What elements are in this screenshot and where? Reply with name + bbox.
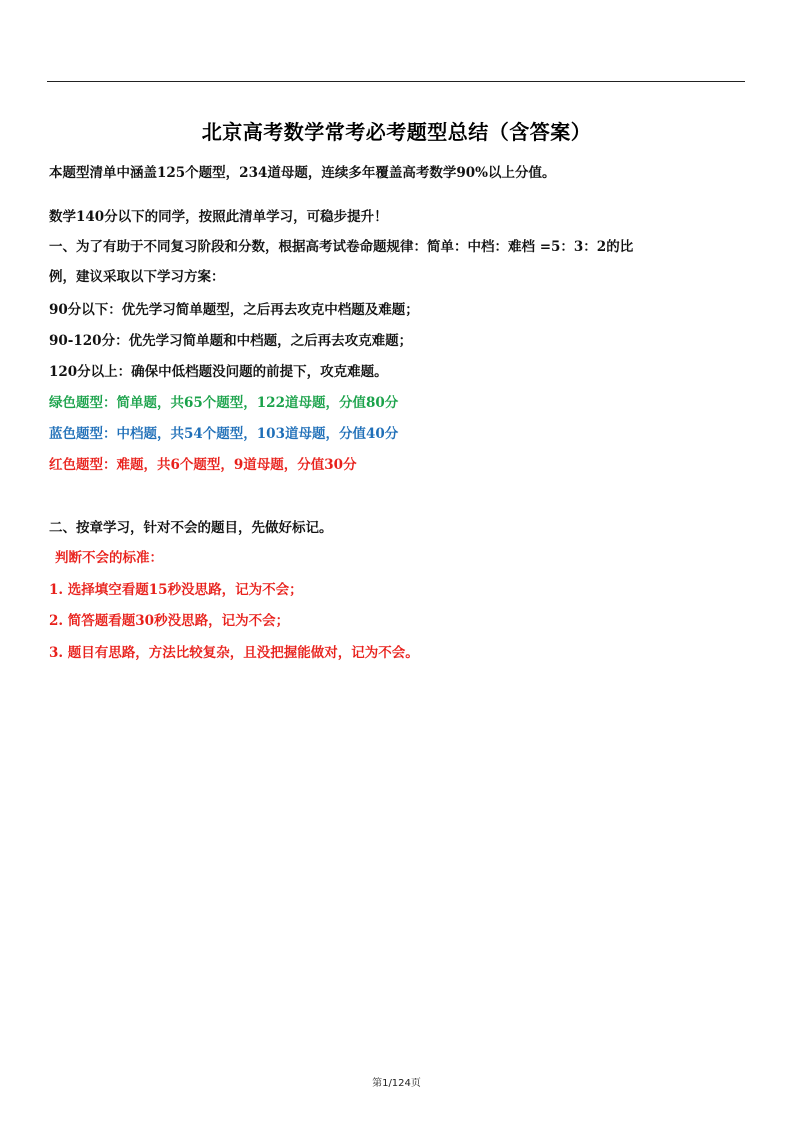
page-number: 第1/124页 — [372, 1078, 421, 1089]
criteria-item-1: 1. 选择填空看题15秒没思路，记为不会； — [49, 582, 303, 598]
intro-text: 本题型清单中涵盖125个题型，234道母题，连续多年覆盖高考数学90%以上分值。 — [49, 165, 556, 181]
plan-90-120: 90-120分：优先学习简单题和中档题，之后再去攻克难题； — [49, 333, 413, 349]
section1-heading-line2: 例，建议采取以下学习方案： — [49, 269, 225, 285]
blue-question-types: 蓝色题型：中档题，共54个题型，103道母题，分值40分 — [49, 426, 399, 442]
audience-text: 数学140分以下的同学，按照此清单学习，可稳步提升！ — [49, 209, 388, 225]
document-title: 北京高考数学常考必考题型总结（含答案） — [201, 120, 592, 144]
plan-below-90: 90分以下：优先学习简单题型，之后再去攻克中档题及难题； — [49, 302, 419, 318]
section1-heading-line1: 一、为了有助于不同复习阶段和分数，根据高考试卷命题规律：简单：中档：难档 =5：3：2的比 — [49, 239, 634, 255]
criteria-item-3: 3. 题目有思路，方法比较复杂，且没把握能做对，记为不会。 — [49, 645, 419, 661]
red-question-types: 红色题型：难题，共6个题型，9道母题，分值30分 — [49, 457, 357, 473]
header-rule — [47, 81, 745, 82]
green-question-types: 绿色题型：简单题，共65个题型，122道母题，分值80分 — [49, 395, 399, 411]
section2-heading: 二、按章学习，针对不会的题目，先做好标记。 — [49, 520, 333, 536]
plan-above-120: 120分以上：确保中低档题没问题的前提下，攻克难题。 — [49, 364, 388, 380]
criteria-title: 判断不会的标准： — [55, 550, 163, 566]
criteria-item-2: 2. 简答题看题30秒没思路，记为不会； — [49, 613, 290, 629]
